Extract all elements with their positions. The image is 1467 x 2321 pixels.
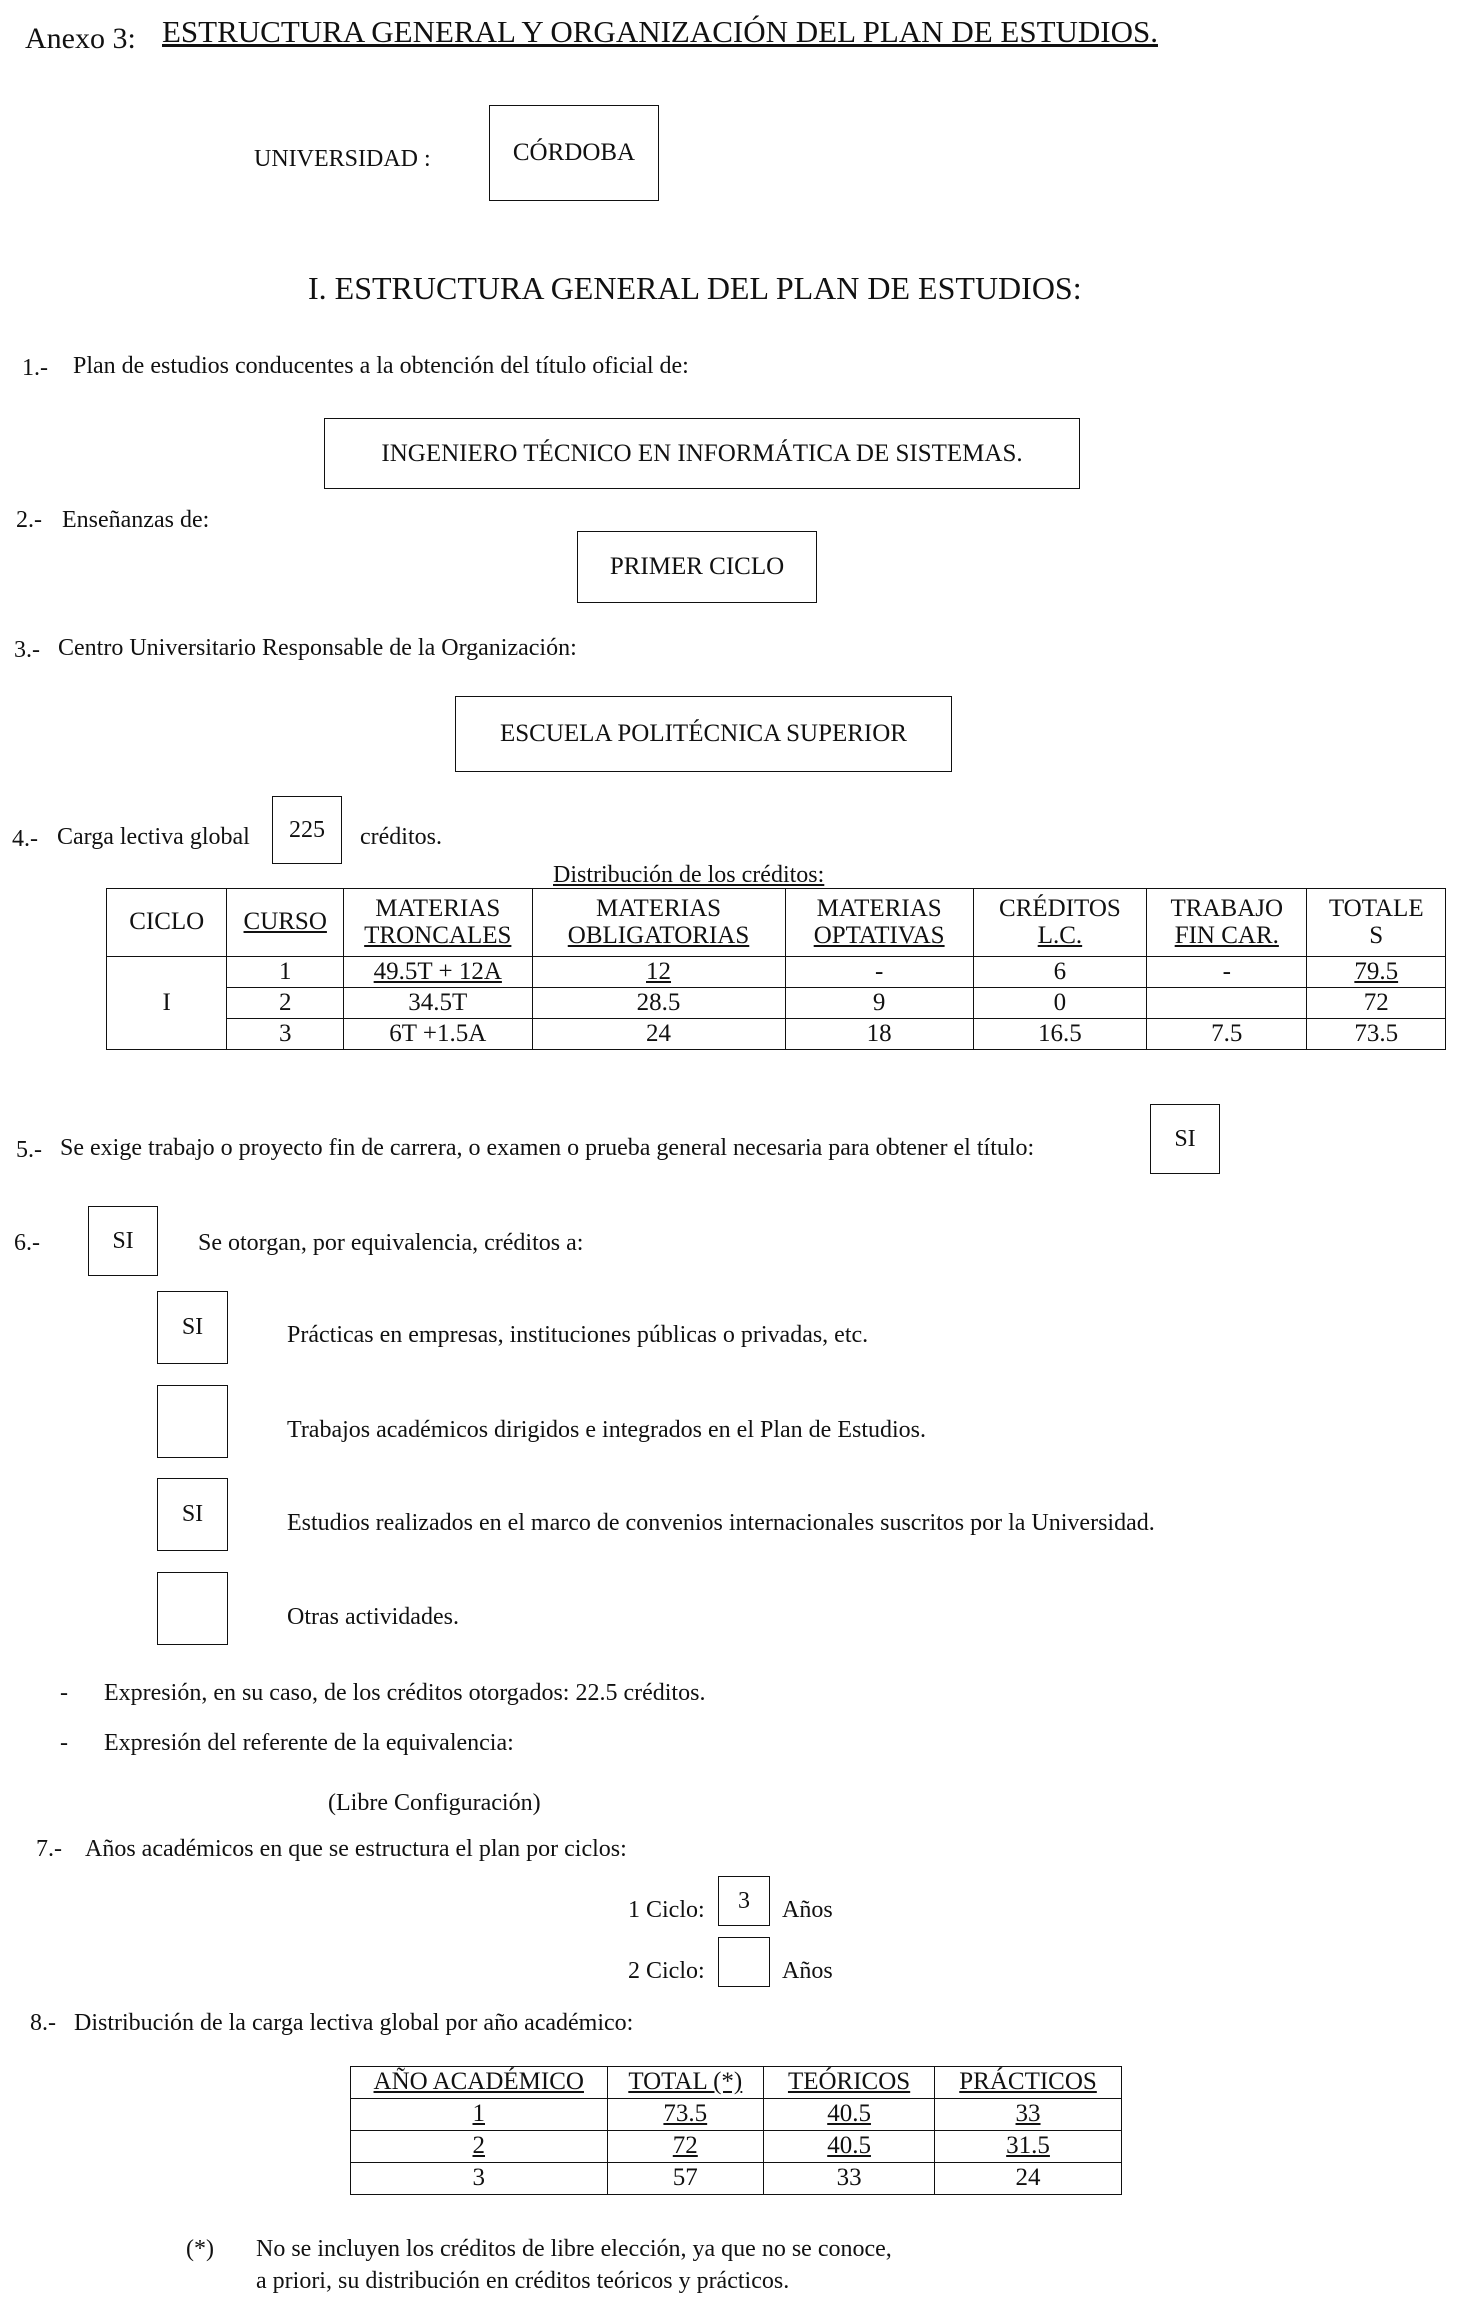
center-value: ESCUELA POLITÉCNICA SUPERIOR [500, 720, 907, 747]
column-header: AÑO ACADÉMICO [351, 2067, 608, 2099]
university-value: CÓRDOBA [512, 139, 636, 166]
item5-number: 5.- [16, 1137, 42, 1163]
teaching-box [577, 531, 817, 603]
cycle2-box [718, 1937, 770, 1987]
project-required-box [1150, 1104, 1220, 1174]
column-header: MATERIAS OBLIGATORIAS [532, 889, 785, 957]
option-box-otras [157, 1572, 228, 1645]
option-box-practicas [157, 1291, 228, 1364]
table-cell: 0 [973, 988, 1146, 1019]
table-cell: 73.5 [607, 2099, 764, 2131]
table-cell: 7.5 [1147, 1019, 1307, 1050]
item2-number: 2.- [16, 507, 42, 533]
item1-text: Plan de estudios conducentes a la obtención del título oficial de: [73, 353, 689, 379]
column-header: PRÁCTICOS [935, 2067, 1122, 2099]
table-cell: 40.5 [764, 2099, 935, 2131]
equivalence-referent-value: (Libre Configuración) [328, 1790, 541, 1816]
table-cell: 16.5 [973, 1019, 1146, 1050]
table-cell: 12 [532, 957, 785, 988]
project-required-value: SI [1174, 1125, 1196, 1152]
section-title: I. ESTRUCTURA GENERAL DEL PLAN DE ESTUDIOS: [308, 270, 1082, 306]
distribution-caption: Distribución de los créditos: [553, 862, 825, 888]
credits-box [272, 796, 342, 864]
option-box-trabajos [157, 1385, 228, 1458]
equivalence-box [88, 1206, 158, 1276]
item4-number: 4.- [12, 826, 38, 852]
table-cell: 73.5 [1307, 1019, 1446, 1050]
item6-text: Se otorgan, por equivalencia, créditos a: [198, 1230, 584, 1256]
table-cell: 31.5 [935, 2131, 1122, 2163]
teaching-value: PRIMER CICLO [609, 553, 785, 580]
table-cell: 24 [532, 1019, 785, 1050]
table-cell: 28.5 [532, 988, 785, 1019]
table-cell: 72 [607, 2131, 764, 2163]
item6-number: 6.- [14, 1230, 40, 1256]
table-row [107, 988, 1446, 1019]
table-header-row [107, 889, 1446, 957]
degree-box [324, 418, 1080, 489]
table-cell: 9 [785, 988, 973, 1019]
column-header: MATERIAS TRONCALES [344, 889, 532, 957]
table-cell: 1 [227, 957, 344, 988]
table-cell: 24 [935, 2163, 1122, 2195]
yearly-load-table [350, 2066, 1122, 2195]
table-cell: 57 [607, 2163, 764, 2195]
option-text-practicas: Prácticas en empresas, instituciones públicas o privadas, etc. [287, 1322, 869, 1348]
item8-number: 8.- [30, 2010, 56, 2036]
option-value: SI [181, 1501, 204, 1527]
column-header: TOTAL (*) [607, 2067, 764, 2099]
column-header: TEÓRICOS [764, 2067, 935, 2099]
table-row [351, 2099, 1122, 2131]
center-box [455, 696, 952, 772]
bullet-dash: - [60, 1730, 68, 1756]
table-cell: 72 [1307, 988, 1446, 1019]
table-cell: 6T +1.5A [344, 1019, 532, 1050]
cycle1-unit: Años [782, 1897, 833, 1923]
option-text-trabajos: Trabajos académicos dirigidos e integrados en el Plan de Estudios. [287, 1417, 926, 1443]
credits-value: 225 [289, 816, 325, 843]
credit-distribution-table [106, 888, 1446, 1050]
table-cell: 49.5T + 12A [344, 957, 532, 988]
table-cell: 1 [351, 2099, 608, 2131]
equivalence-value: SI [112, 1227, 134, 1254]
cycle1-box [718, 1876, 770, 1926]
column-header: MATERIAS OPTATIVAS [785, 889, 973, 957]
table-row [351, 2163, 1122, 2195]
item2-text: Enseñanzas de: [62, 507, 210, 533]
table-header-row [351, 2067, 1122, 2099]
column-header: TRABAJO FIN CAR. [1147, 889, 1307, 957]
ciclo-cell: I [107, 957, 227, 1050]
table-cell: 2 [351, 2131, 608, 2163]
credits-granted-text: Expresión, en su caso, de los créditos otorgados: 22.5 créditos. [104, 1680, 706, 1706]
table-cell: 79.5 [1307, 957, 1446, 988]
column-header: CURSO [227, 889, 344, 957]
bullet-dash: - [60, 1680, 68, 1706]
annex-label: Anexo 3: [25, 22, 136, 55]
table-cell: - [1147, 957, 1307, 988]
table-row [351, 2131, 1122, 2163]
credits-unit: créditos. [360, 824, 442, 850]
item3-text: Centro Universitario Responsable de la Organización: [58, 635, 577, 661]
item7-number: 7.- [36, 1836, 62, 1862]
option-text-otras: Otras actividades. [287, 1604, 459, 1630]
table-cell [1147, 988, 1307, 1019]
table-cell: 40.5 [764, 2131, 935, 2163]
university-label: UNIVERSIDAD : [254, 146, 431, 172]
table-cell: - [785, 957, 973, 988]
table-row [107, 1019, 1446, 1050]
table-cell: 6 [973, 957, 1146, 988]
table-cell: 33 [935, 2099, 1122, 2131]
item5-text: Se exige trabajo o proyecto fin de carrera, o examen o prueba general necesaria para obtener el título: [60, 1135, 1035, 1161]
footnote-line-1: No se incluyen los créditos de libre elección, ya que no se conoce, [256, 2236, 892, 2262]
table-cell: 33 [764, 2163, 935, 2195]
table-cell: 3 [227, 1019, 344, 1050]
table-cell: 34.5T [344, 988, 532, 1019]
item3-number: 3.- [14, 637, 40, 663]
option-box-estudios [157, 1478, 228, 1551]
option-text-estudios: Estudios realizados en el marco de convenios internacionales suscritos por la Universidad. [287, 1510, 1155, 1536]
column-header: CRÉDITOS L.C. [973, 889, 1146, 957]
column-header: TOTALE S [1307, 889, 1446, 957]
cycle1-label: 1 Ciclo: [628, 1897, 705, 1923]
table-cell: 2 [227, 988, 344, 1019]
equivalence-referent-text: Expresión del referente de la equivalencia: [104, 1730, 514, 1756]
column-header: CICLO [107, 889, 227, 957]
item4-text: Carga lectiva global [57, 824, 250, 850]
table-cell: 3 [351, 2163, 608, 2195]
footnote-line-2: a priori, su distribución en créditos teóricos y prácticos. [256, 2268, 790, 2294]
document-title: ESTRUCTURA GENERAL Y ORGANIZACIÓN DEL PLAN DE ESTUDIOS. [162, 14, 1158, 49]
table-cell: 18 [785, 1019, 973, 1050]
footnote-mark: (*) [186, 2236, 214, 2262]
table-row [107, 957, 1446, 988]
item7-text: Años académicos en que se estructura el plan por ciclos: [85, 1836, 627, 1862]
degree-value: INGENIERO TÉCNICO EN INFORMÁTICA DE SISTEMAS. [381, 439, 1023, 467]
option-value: SI [181, 1314, 204, 1340]
cycle2-unit: Años [782, 1958, 833, 1984]
cycle1-value: 3 [738, 1887, 750, 1914]
item8-text: Distribución de la carga lectiva global por año académico: [74, 2010, 634, 2036]
university-box [489, 105, 659, 201]
item1-number: 1.- [22, 355, 48, 381]
cycle2-label: 2 Ciclo: [628, 1958, 705, 1984]
